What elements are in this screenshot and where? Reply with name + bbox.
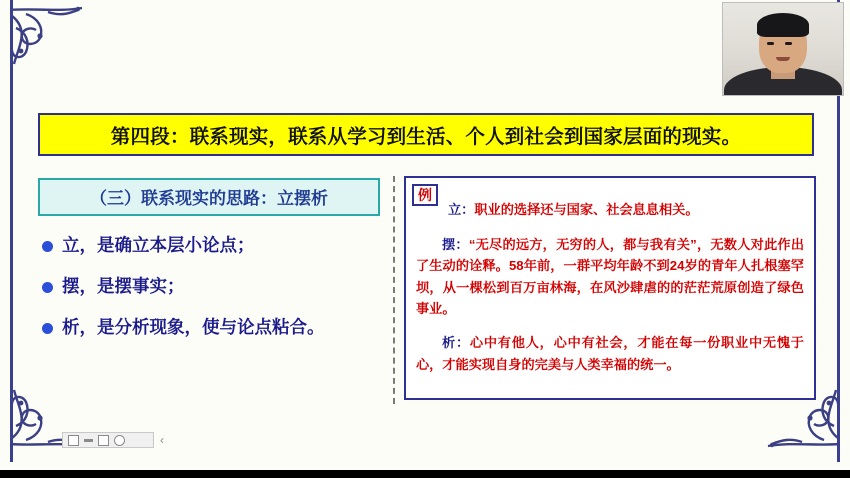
example-text-li: 职业的选择还与国家、社会息息相关。: [474, 202, 699, 218]
bullet-text: 析，是分析现象，使与论点粘合。: [62, 316, 325, 337]
webcam-eye-right: [785, 42, 792, 45]
example-paragraph-li: [416, 199, 804, 220]
slide-border-left: [10, 0, 13, 462]
toolbar-collapse-caret-icon[interactable]: ‹: [160, 433, 164, 447]
example-paragraph-xi: [416, 332, 804, 375]
bullet-text: 摆，是摆事实；: [62, 275, 185, 296]
bullet-dot-icon: [42, 282, 53, 293]
list-item: [38, 317, 380, 339]
example-paragraph-bai: [416, 234, 804, 320]
eraser-icon[interactable]: [98, 435, 109, 446]
corner-flourish-icon: [4, 2, 100, 76]
column-divider: [393, 176, 395, 404]
example-label-xi: 析：: [442, 335, 470, 351]
example-label-bai: 摆：: [442, 236, 469, 252]
bullet-dot-icon: [42, 241, 53, 252]
pen-icon[interactable]: [68, 435, 79, 446]
left-column: [38, 178, 380, 339]
bullet-dot-icon: [42, 323, 53, 334]
example-text-xi: 心中有他人，心中有社会，才能在每一份职业中无愧于心，才能实现自身的完美与人类幸福的统一。: [416, 335, 804, 372]
webcam-mouth: [776, 57, 790, 61]
right-column: [404, 176, 816, 400]
presenter-webcam[interactable]: [722, 2, 844, 96]
webcam-eye-left: [767, 42, 774, 45]
slide-heading-text: 第四段：联系现实，联系从学习到生活、个人到社会到国家层面的现实。: [110, 125, 742, 148]
list-item: [38, 276, 380, 298]
highlighter-icon[interactable]: [84, 439, 93, 442]
left-section-title: （三）联系现实的思路：立摆析: [38, 178, 380, 216]
pointer-icon[interactable]: [114, 435, 125, 446]
letterbox-bar: [0, 470, 850, 478]
example-box: [404, 176, 816, 400]
bullet-text: 立，是确立本层小论点；: [62, 235, 255, 255]
example-text-bai: “无尽的远方，无穷的人，都与我有关”，无数人对此作出了生动的诠释。58年前，一群平均年龄不到24岁的青年人扎根塞罕坝，从一棵松到百万亩林海，在风沙肆虐的的茫茫荒原创造了绿色事业。: [416, 236, 805, 316]
slide-heading-banner: [38, 113, 814, 156]
annotation-toolbar[interactable]: [62, 432, 154, 448]
example-label-li: 立：: [448, 202, 475, 218]
webcam-hair: [757, 13, 809, 37]
list-item: [38, 235, 380, 257]
example-tag: 例: [412, 184, 438, 206]
